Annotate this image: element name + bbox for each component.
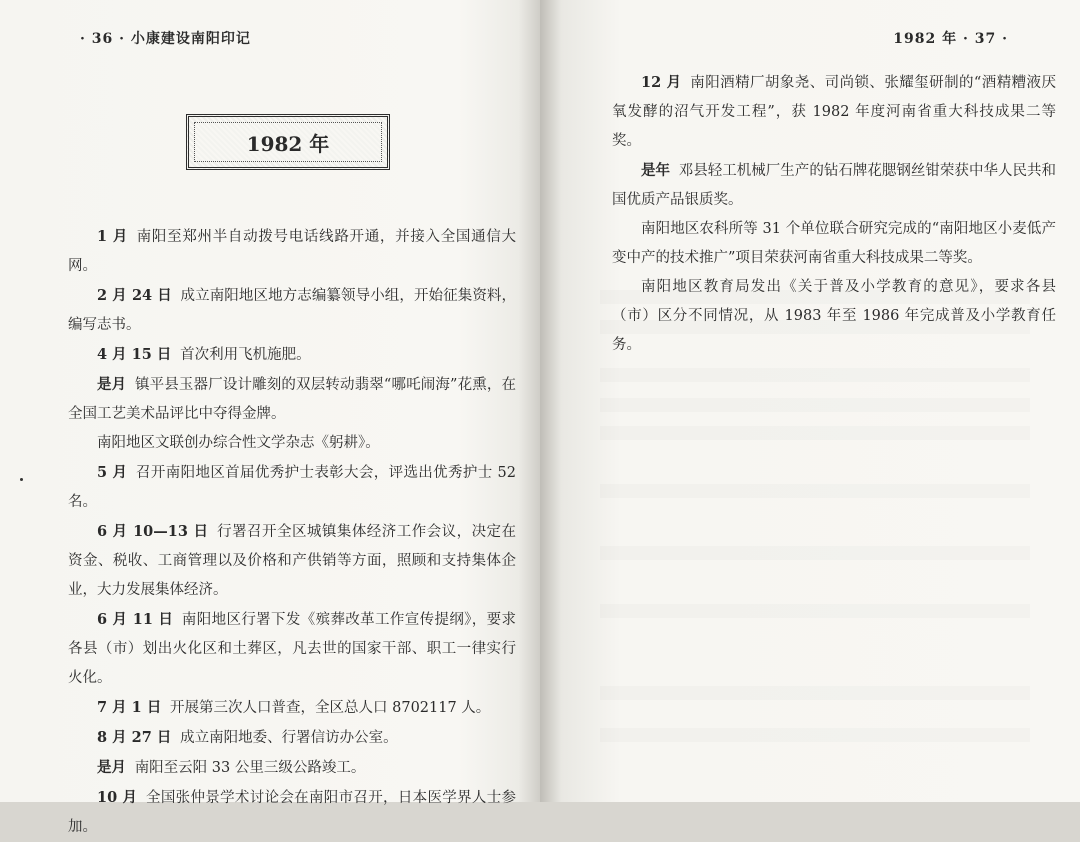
entry — [68, 281, 516, 340]
left-running-header: · 36 · 小康建设南阳印记 — [80, 31, 251, 47]
entry — [612, 68, 1056, 156]
entry-text: 成立南阳地委、行署信访办公室。 — [180, 730, 398, 746]
entry — [68, 783, 516, 842]
entry-date: 10 月 — [97, 789, 138, 806]
entry-text: 南阳酒精厂胡象尧、司尚锁、张耀玺研制的“酒精糟液厌氧发酵的沼气开发工程”，获 1982 年度河南省重大科技成果二等奖。 — [612, 75, 1056, 149]
show-through-line — [600, 368, 1030, 382]
entry-text: 南阳至云阳 33 公里三级公路竣工。 — [134, 760, 366, 776]
entry-date: 5 月 — [97, 464, 128, 481]
entry — [68, 222, 516, 281]
year-title: 1982 年 — [194, 122, 382, 162]
entry-text: 南阳地区教育局发出《关于普及小学教育的意见》，要求各县（市）区分不同情况，从 1983 年至 1986 年完成普及小学教育任务。 — [612, 279, 1056, 353]
entry-text: 邓县轻工机械厂生产的钻石牌花腮钢丝钳荣获中华人民共和国优质产品银质奖。 — [612, 163, 1057, 208]
entry-text: 行署召开全区城镇集体经济工作会议，决定在资金、税收、工商管理以及价格和产供销等方面，照顾和支持集体企业，大力发展集体经济。 — [68, 524, 517, 598]
entry — [612, 156, 1056, 215]
show-through-line — [600, 686, 1030, 700]
entry-date: 12 月 — [641, 74, 682, 91]
show-through-line — [600, 604, 1030, 618]
entry-text: 南阳地区农科所等 31 个单位联合研究完成的“南阳地区小麦低产变中产的技术推广”项目荣获河南省重大科技成果二等奖。 — [612, 221, 1056, 266]
entry — [68, 370, 516, 429]
left-page — [0, 0, 540, 835]
right-entries — [612, 68, 1056, 360]
entry-date: 8 月 27 日 — [97, 729, 172, 746]
entry-date: 是年 — [641, 162, 671, 179]
show-through-line — [600, 484, 1030, 498]
show-through-line — [600, 426, 1030, 440]
entry-text: 南阳地区文联创办综合性文学杂志《躬耕》。 — [97, 435, 380, 451]
year-title-box — [186, 114, 390, 170]
entry-text: 镇平县玉器厂设计雕刻的双层转动翡翠“哪吒闹海”花熏，在全国工艺美术品评比中夺得金牌。 — [68, 377, 517, 422]
entry-text: 南阳至郑州半自动拨号电话线路开通，并接入全国通信大网。 — [68, 229, 517, 274]
entry — [612, 215, 1056, 273]
right-running-header: 1982 年 · 37 · — [893, 31, 1008, 47]
entry-text: 成立南阳地区地方志编纂领导小组，开始征集资料，编写志书。 — [68, 288, 516, 333]
entry-text: 全国张仲景学术讨论会在南阳市召开，日本医学界人士参加。 — [68, 790, 517, 835]
entry-date: 1 月 — [97, 228, 129, 245]
entry-date: 4 月 15 日 — [97, 346, 172, 363]
entry-text: 南阳地区行署下发《殡葬改革工作宣传提纲》，要求各县（市）划出火化区和土葬区，凡去世的国家干部、职工一律实行火化。 — [68, 612, 516, 686]
show-through-line — [600, 546, 1030, 560]
entry — [68, 340, 516, 370]
entry-date: 7 月 1 日 — [97, 699, 162, 716]
entry — [68, 753, 516, 783]
entry — [612, 273, 1056, 360]
entry — [68, 693, 516, 723]
entry-date: 是月 — [97, 376, 127, 393]
ink-speck — [20, 478, 23, 481]
entry-date: 2 月 24 日 — [97, 287, 172, 304]
entry — [68, 517, 516, 605]
entry — [68, 723, 516, 753]
entry — [68, 605, 516, 693]
entry-date: 6 月 11 日 — [97, 611, 174, 628]
entry — [68, 458, 516, 517]
entry-text: 召开南阳地区首届优秀护士表彰大会，评选出优秀护士 52 名。 — [68, 465, 517, 510]
entry — [68, 429, 516, 458]
entry-date: 6 月 10—13 日 — [97, 523, 209, 540]
right-page — [540, 0, 1080, 802]
entry-date: 是月 — [97, 759, 126, 776]
entry-text: 开展第三次人口普查，全区总人口 8702117 人。 — [170, 700, 491, 716]
show-through-line — [600, 728, 1030, 742]
show-through-line — [600, 398, 1030, 412]
left-entries — [68, 222, 516, 842]
entry-text: 首次利用飞机施肥。 — [180, 347, 311, 363]
